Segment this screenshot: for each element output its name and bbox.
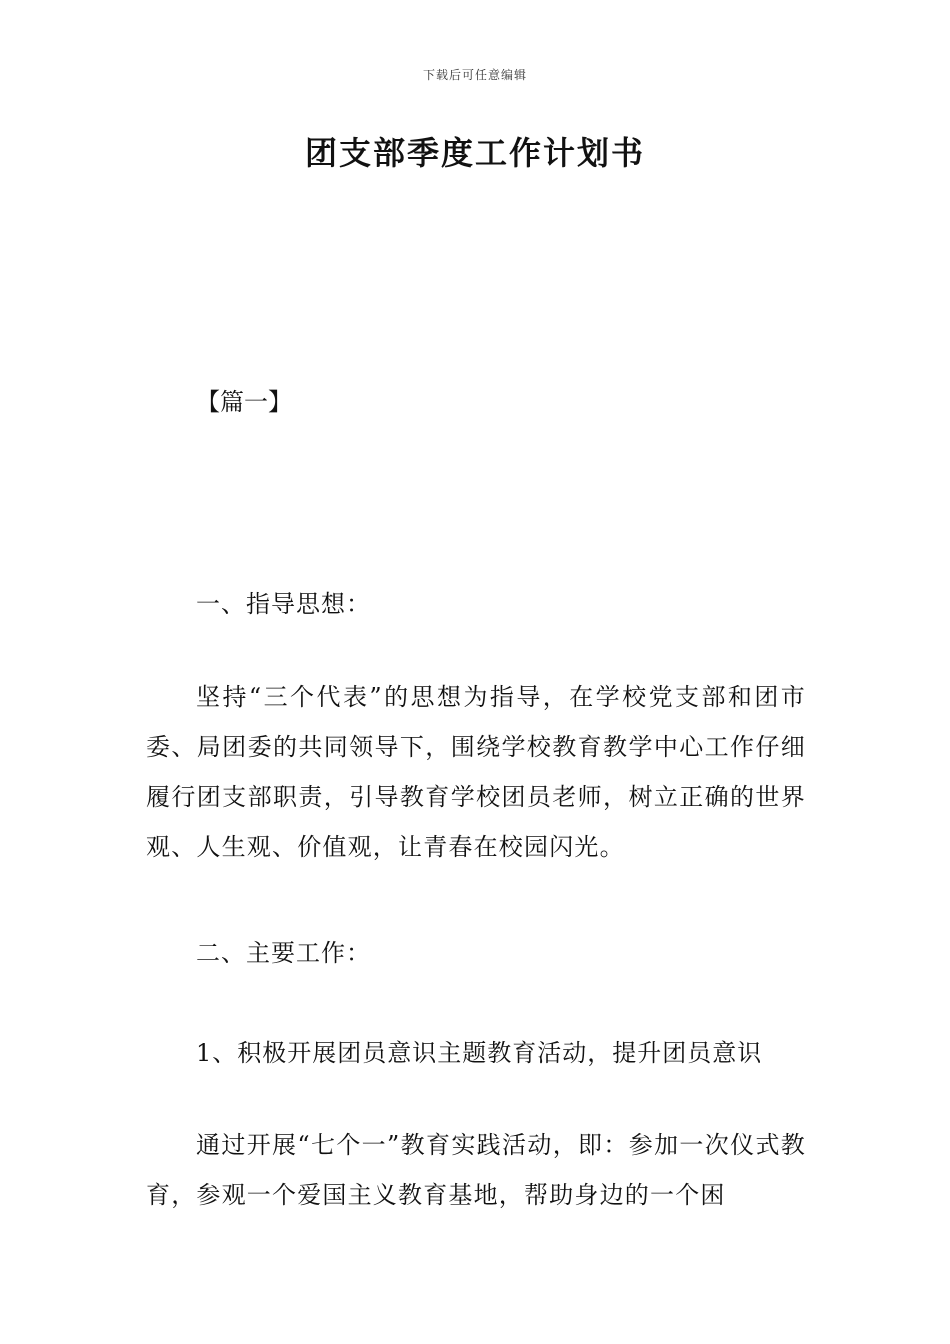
section-marker: 【篇一】	[196, 388, 292, 416]
paragraph-guiding-ideology: 坚持“三个代表”的思想为指导，在学校党支部和团市委、局团委的共同领导下，围绕学校教育教学中心工作仔细履行团支部职责，引导教育学校团员老师，树立正确的世界观、人生观、价值观，让青春在校园闪光。	[146, 683, 806, 861]
header-note: 下载后可任意编辑	[422, 68, 527, 82]
document-title: 团支部季度工作计划书	[304, 134, 645, 172]
heading-main-work: 二、主要工作：	[196, 939, 371, 967]
heading-guiding-ideology: 一、指导思想：	[196, 590, 371, 618]
work-item-1: 1、积极开展团员意识主题教育活动，提升团员意识	[196, 1039, 763, 1067]
paragraph-work-item-1: 通过开展“七个一”教育实践活动，即：参加一次仪式教育，参观一个爱国主义教育基地，帮助身边的一个困	[146, 1131, 806, 1209]
